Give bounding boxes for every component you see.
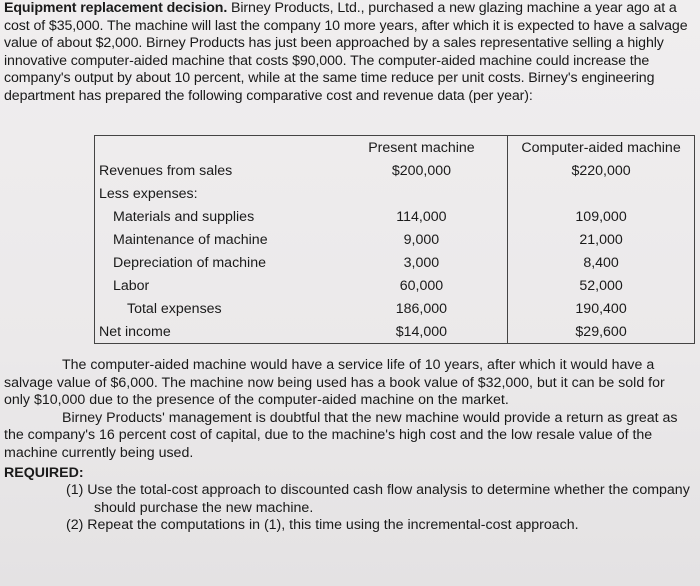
required-item-2: (2) Repeat the computations in (1), this time using the incremental-cost approach. <box>66 517 579 534</box>
row-label: Total expenses <box>127 300 222 317</box>
present-value <box>336 182 508 205</box>
header-present-machine: Present machine <box>336 136 508 160</box>
computer-value: $220,000 <box>571 162 631 179</box>
row-label: Less expenses: <box>99 185 198 202</box>
computer-value: $29,600 <box>575 323 627 340</box>
table-row <box>95 182 695 205</box>
row-label: Depreciation of machine <box>113 254 266 271</box>
computer-value <box>508 182 695 205</box>
row-label: Revenues from sales <box>99 162 233 179</box>
computer-value: 8,400 <box>583 254 619 271</box>
intro-text: Birney Products, Ltd., purchased a new glazing machine a year ago at a cost of $35,000. The machine will last the company 10 more years, after which it is expected to have a salvage value of about $2,000. Birney Products has just been approached by a sales representative selling a highly innovative computer-aided machine that costs $90,000. The computer-aided machine could increase the company's output by about 10 percent, while at the same time reduce per unit costs. Birney's engineering department has prepared the following comparative cost and revenue data (per year): <box>4 0 688 104</box>
paragraph-salvage: The computer-aided machine would have a service life of 10 years, after which it would have a salvage value of $6,000. The machine now being used has a book value of $32,000, but it can be sold for only $10,000 due to the presence of the computer-aided machine on the market. <box>4 357 665 409</box>
table-row <box>95 297 695 320</box>
header-computer-machine: Computer-aided machine <box>521 139 681 156</box>
present-value: 9,000 <box>336 228 508 251</box>
present-value: $14,000 <box>336 320 508 344</box>
computer-value: 190,400 <box>575 300 627 317</box>
required-heading: REQUIRED: <box>4 464 84 481</box>
computer-value: 21,000 <box>579 231 623 248</box>
table-header-row <box>95 136 695 160</box>
problem-title: Equipment replacement decision. <box>4 0 228 16</box>
row-label: Maintenance of machine <box>113 231 268 248</box>
row-label: Labor <box>113 277 150 294</box>
present-value: 114,000 <box>336 205 508 228</box>
row-label: Net income <box>99 323 171 340</box>
computer-value: 52,000 <box>579 277 623 294</box>
table-row <box>95 320 695 344</box>
table-row <box>95 159 695 182</box>
computer-value: 109,000 <box>575 208 627 225</box>
present-value: 60,000 <box>336 274 508 297</box>
problem-intro <box>4 0 694 106</box>
header-blank <box>95 136 336 160</box>
paragraph-management: Birney Products' management is doubtful that the new machine would provide a return as great as the company's 16 percent cost of capital, due to the machine's high cost and the low resale value of the machine currently being used. <box>4 409 678 461</box>
problem-body <box>4 357 694 535</box>
row-label: Materials and supplies <box>113 208 255 225</box>
table-row <box>95 251 695 274</box>
table-row <box>95 228 695 251</box>
comparative-data-table <box>94 135 695 344</box>
table-row <box>95 205 695 228</box>
present-value: $200,000 <box>336 159 508 182</box>
present-value: 3,000 <box>336 251 508 274</box>
present-value: 186,000 <box>336 297 508 320</box>
table-row <box>95 274 695 297</box>
required-item-1: (1) Use the total-cost approach to discounted cash flow analysis to determine whether the company should purchase the new machine. <box>66 482 690 516</box>
